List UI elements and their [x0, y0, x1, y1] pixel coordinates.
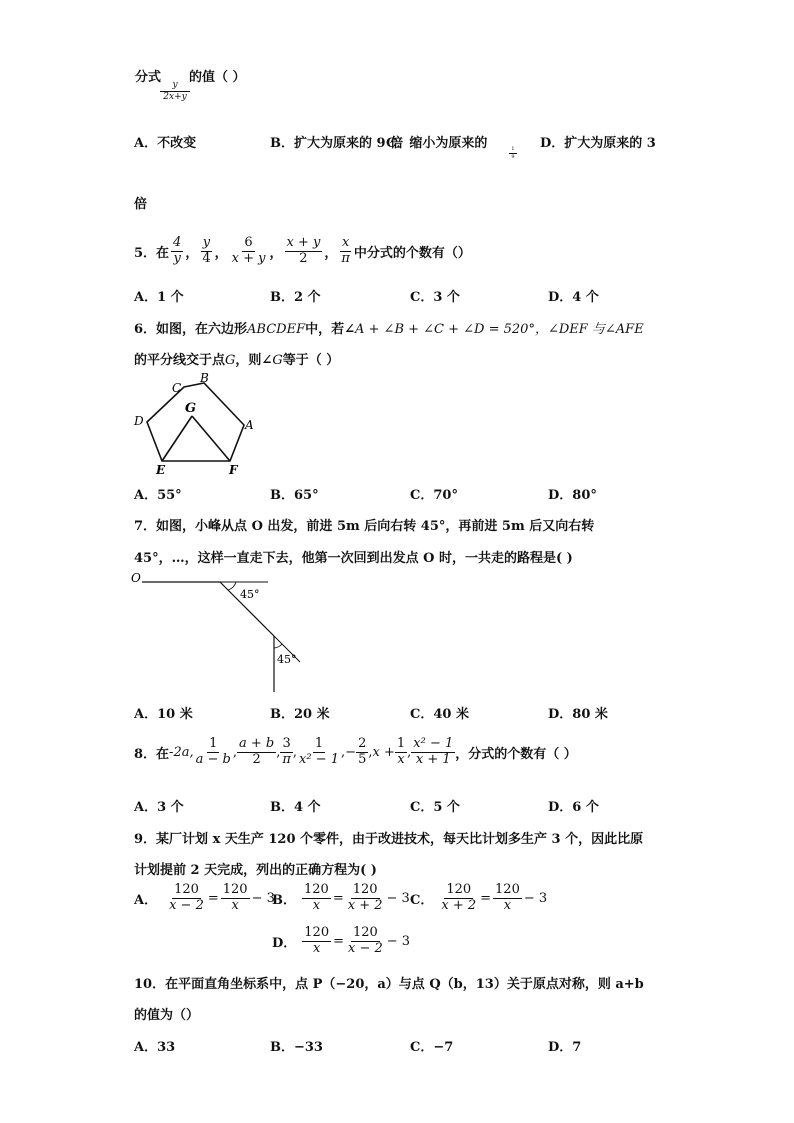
q7-path-figure [128, 568, 308, 696]
q4-frac-num: y [160, 80, 190, 92]
q5-frac-3: $\frac{6}{x + y}$ [231, 235, 266, 266]
q6-line2: 的平分线交于点G，则∠G等于（ ） [134, 353, 340, 368]
label-d: D [134, 414, 144, 428]
q4-wrap-text: 倍 [134, 197, 148, 212]
bisector-eg [162, 416, 192, 461]
q4-option-c[interactable]: C．缩小为原来的 [386, 136, 488, 151]
q5-option-d[interactable]: D．4 个 [548, 290, 599, 305]
q5-frac-2: $\frac{y}{4}$ [202, 235, 211, 266]
q8-option-c[interactable]: C．5 个 [410, 800, 460, 815]
q5-frac-4: $\frac{x + y}{2}$ [286, 235, 321, 266]
q6-hexagon-figure [128, 370, 268, 480]
q10-option-a[interactable]: A．33 [134, 1040, 176, 1055]
q4-option-c-fraction: 1 9 [509, 146, 517, 161]
label-b: B [200, 371, 209, 385]
q8-frac-6: $\frac{1}{x}$ [396, 736, 406, 767]
q4-stem-suffix: 的值（ ） [189, 70, 246, 85]
q5-option-a[interactable]: A．1 个 [134, 290, 184, 305]
q7-line2: 45°，…，这样一直走下去，他第一次回到出发点 O 时，一共走的路程是( ) [134, 551, 573, 566]
q4-fraction [160, 80, 190, 103]
label-f: F [229, 463, 238, 477]
q5-frac-1: $\frac{4}{y}$ [173, 235, 182, 266]
q7-option-c[interactable]: C．40 米 [410, 707, 469, 722]
q10-option-b[interactable]: B．−33 [270, 1040, 323, 1055]
q8-frac-3: $\frac{3}{\pi}$ [282, 736, 291, 767]
q9-option-a[interactable]: A． $\frac{120}{x - 2}$ = $\frac{120}{x}$ − 3 [134, 882, 275, 913]
label-c: C [172, 381, 182, 395]
q10-option-d[interactable]: D．7 [548, 1040, 582, 1055]
q9-option-d[interactable]: D． $\frac{120}{x}$ = $\frac{120}{x - 2}$ − 3 [272, 925, 411, 956]
q10-line2: 的值为（） [134, 1008, 200, 1023]
q9-line1: 9．某厂计划 x 天生产 120 个零件，由于改进技术，每天比计划多生产 3 个，因此比原 [134, 832, 644, 847]
q5-option-c[interactable]: C．3 个 [410, 290, 460, 305]
q8-stem: 8．在 -2a, $\frac{1}{a - b}$ , $\frac{a + b}{2}$ , $\frac{3}{\pi}$ , $\frac{1}{\text{x² − 1}}$ , − $\frac{2}{5}$ , x + $\frac{1}{x}$ , $\frac{\text{x² − 1}}{x + 1}$ ，分式的个数有（ ） [134, 736, 577, 767]
q8-option-b[interactable]: B．4 个 [270, 800, 321, 815]
hexagon-shape [147, 383, 244, 461]
q8-option-d[interactable]: D．6 个 [548, 800, 599, 815]
q7-line1: 7．如图，小峰从点 O 出发，前进 5m 后向右转 45°，再前进 5m 后又向右转 [134, 519, 595, 534]
q4-option-d[interactable]: D．扩大为原来的 3 [540, 136, 656, 151]
q5-option-b[interactable]: B．2 个 [270, 290, 321, 305]
q4-option-a[interactable]: A．不改变 [134, 136, 197, 151]
label-a: A [245, 418, 254, 432]
q9-option-b[interactable]: B． $\frac{120}{x}$ = $\frac{120}{x + 2}$ − 3 [272, 882, 410, 913]
angle-arc-2 [274, 644, 282, 648]
q8-frac-5: $\frac{2}{5}$ [358, 736, 367, 767]
label-o: O [131, 571, 141, 585]
q4-option-b[interactable]: B．扩大为原来的 9 倍 [270, 136, 404, 151]
q8-option-a[interactable]: A．3 个 [134, 800, 184, 815]
q8-frac-7: $\frac{\text{x² − 1}}{x + 1}$ [413, 736, 454, 767]
q10-line1: 10．在平面直角坐标系中，点 P（−20，a）与点 Q（b，13）关于原点对称，则 a+b [134, 977, 644, 992]
q9-line2: 计划提前 2 天完成，列出的正确方程为( ) [134, 863, 377, 878]
q4-stem-prefix: 分式 [135, 70, 162, 85]
q6-line1: 6．如图，在六边形ABCDEF中，若∠A + ∠B + ∠C + ∠D = 520°，∠DEF 与∠AFE [134, 322, 644, 337]
q8-frac-1: $\frac{1}{a - b}$ [195, 736, 231, 767]
q7-option-a[interactable]: A．10 米 [134, 707, 193, 722]
q7-option-b[interactable]: B．20 米 [270, 707, 330, 722]
q8-frac-4: $\frac{1}{\text{x² − 1}}$ [299, 736, 340, 767]
label-e: E [156, 463, 166, 477]
label-g: G [185, 401, 197, 416]
q10-option-c[interactable]: C．−7 [410, 1040, 454, 1055]
angle-label-2: 45° [277, 653, 297, 666]
q4-frac-den: 2x+y [163, 92, 187, 102]
q5-stem: 5．在 $\frac{4}{y}$ ， $\frac{y}{4}$ ， $\frac{6}{x + y}$ ， $\frac{x + y}{2}$ ， $\frac{x}{\pi}$ 中分式的个数有（） [134, 235, 471, 266]
q8-frac-2: $\frac{a + b}{2}$ [238, 736, 275, 767]
q4-stem [135, 66, 161, 85]
q6-option-d[interactable]: D．80° [548, 488, 597, 503]
q7-option-d[interactable]: D．80 米 [548, 707, 608, 722]
q9-option-c[interactable]: C． $\frac{120}{x + 2}$ = $\frac{120}{x}$ − 3 [410, 882, 548, 913]
bisector-fg [192, 416, 230, 461]
q6-option-b[interactable]: B．65° [270, 488, 319, 503]
q5-frac-5: $\frac{x}{\pi}$ [341, 235, 350, 266]
angle-label-1: 45° [240, 588, 260, 601]
q6-option-a[interactable]: A．55° [134, 488, 182, 503]
q6-option-c[interactable]: C．70° [410, 488, 458, 503]
angle-arc-1 [228, 582, 236, 590]
